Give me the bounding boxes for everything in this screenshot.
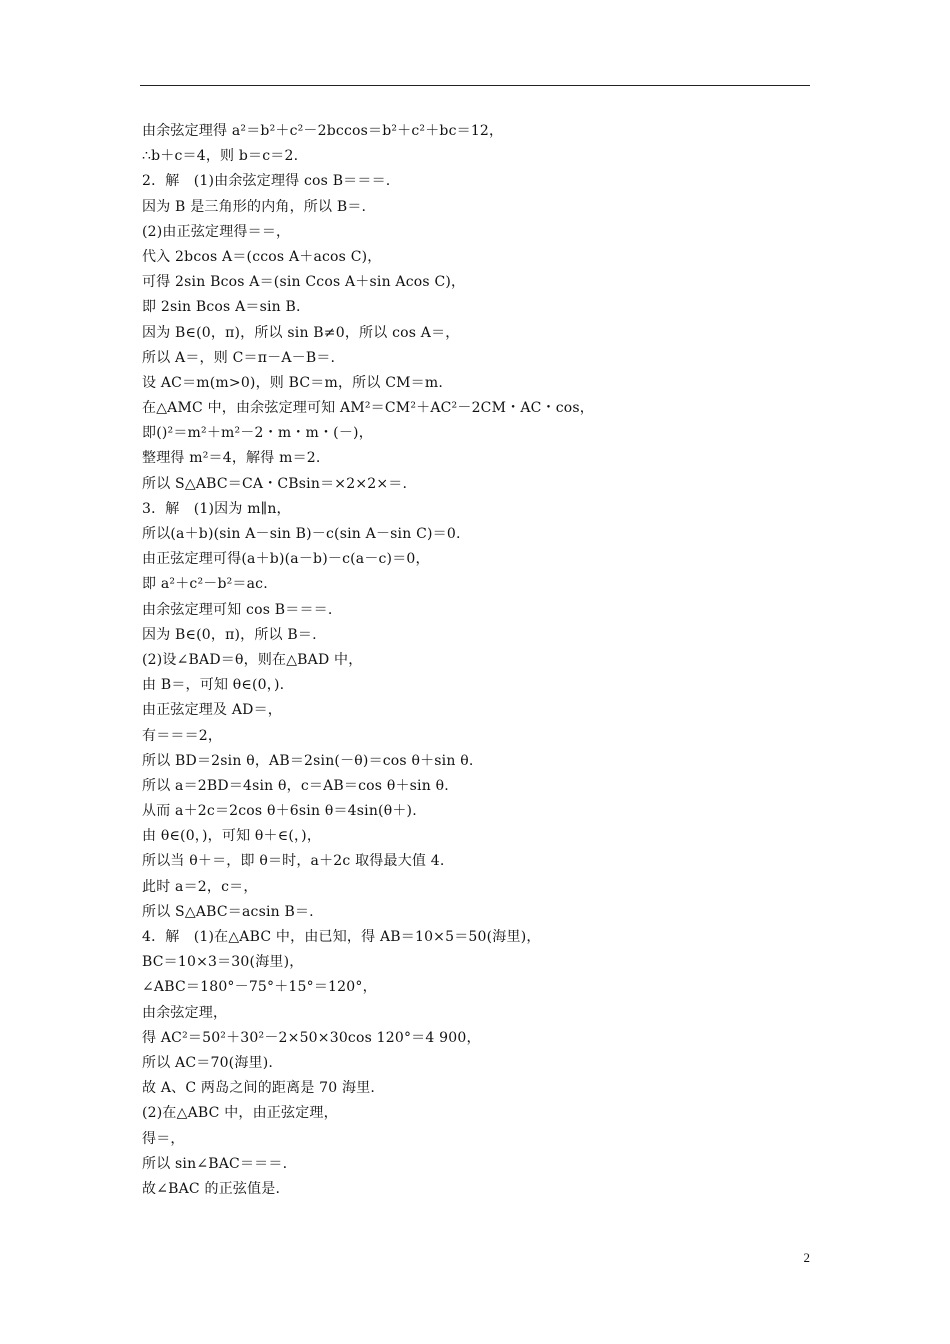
text-line: BC＝10×3＝30(海里)，: [142, 954, 304, 971]
text-line: 2．解 (1)由余弦定理得 cos B＝＝＝.: [142, 173, 391, 190]
text-line: 得 AC²＝50²＋30²－2×50×30cos 120°＝4 900，: [142, 1029, 481, 1046]
text-line: ∴b＋c＝4，则 b＝c＝2.: [142, 148, 299, 165]
text-line: 从而 a＋2c＝2cos θ＋6sin θ＝4sin(θ＋).: [142, 803, 417, 820]
text-line: 由余弦定理，: [142, 1004, 228, 1021]
text-line: 可得 2sin Bcos A＝(sin Ccos A＋sin Acos C)，: [142, 274, 466, 291]
text-line: 由余弦定理可知 cos B＝＝＝.: [142, 601, 333, 618]
text-line: 即 a²＋c²－b²＝ac.: [142, 576, 268, 593]
text-line: 由正弦定理可得(a＋b)(a－b)－c(a－c)＝0，: [142, 551, 430, 568]
text-line: 即 2sin Bcos A＝sin B.: [142, 299, 301, 316]
text-line: 在△AMC 中，由余弦定理可知 AM²＝CM²＋AC²－2CM・AC・cos，: [142, 400, 595, 417]
text-line: 故 A、C 两岛之间的距离是 70 海里.: [142, 1080, 376, 1097]
header-rule: [140, 85, 810, 86]
text-line: (2)在△ABC 中，由正弦定理，: [142, 1105, 338, 1122]
text-line: 所以 A＝，则 C＝π－A－B＝.: [142, 349, 336, 366]
text-line: ∠ABC＝180°－75°＋15°＝120°，: [142, 979, 377, 996]
text-line: 所以当 θ＋＝，即 θ＝时，a＋2c 取得最大值 4.: [142, 853, 445, 870]
text-line: 由 θ∈(0，)，可知 θ＋∈(，)，: [142, 828, 322, 845]
page-number: 2: [803, 1250, 810, 1265]
text-line: 有＝＝＝2，: [142, 727, 223, 744]
text-line: 所以 sin∠BAC＝＝＝.: [142, 1155, 288, 1172]
text-line: 所以 AC＝70(海里).: [142, 1054, 274, 1071]
solution-text: [142, 119, 812, 1202]
text-line: 由正弦定理及 AD＝，: [142, 702, 282, 719]
text-line: 即()²＝m²＋m²－2・m・m・(－)，: [142, 425, 373, 442]
text-line: 所以 BD＝2sin θ，AB＝2sin(－θ)＝cos θ＋sin θ.: [142, 752, 474, 769]
text-line: 得＝，: [142, 1130, 185, 1147]
text-line: 代入 2bcos A＝(ccos A＋acos C)，: [142, 248, 382, 265]
text-line: 所以(a＋b)(sin A－sin B)－c(sin A－sin C)＝0.: [142, 526, 461, 542]
text-line: 3．解 (1)因为 m∥n，: [142, 500, 291, 517]
text-line: (2)设∠BAD＝θ，则在△BAD 中，: [142, 651, 363, 668]
text-line: 由 B＝，可知 θ∈(0，).: [142, 677, 285, 694]
text-line: 因为 B∈(0，π)，所以 B＝.: [142, 626, 317, 643]
text-line: (2)由正弦定理得＝＝，: [142, 223, 291, 240]
text-line: 整理得 m²＝4，解得 m＝2.: [142, 450, 321, 467]
text-line: 因为 B∈(0，π)，所以 sin B≠0，所以 cos A＝，: [142, 324, 460, 341]
text-line: 所以 S△ABC＝CA・CBsin＝×2×2×＝.: [142, 475, 408, 492]
text-line: 所以 S△ABC＝acsin B＝.: [142, 903, 314, 920]
text-line: 故∠BAC 的正弦值是.: [142, 1180, 281, 1197]
text-line: 由余弦定理得 a²＝b²＋c²－2bccos＝b²＋c²＋bc＝12，: [142, 123, 504, 139]
text-line: 4．解 (1)在△ABC 中，由已知，得 AB＝10×5＝50(海里)，: [142, 929, 541, 945]
text-line: 设 AC＝m(m>0)，则 BC＝m，所以 CM＝m.: [142, 374, 443, 391]
text-line: 此时 a＝2，c＝，: [142, 878, 258, 895]
text-line: 因为 B 是三角形的内角，所以 B＝.: [142, 198, 367, 215]
text-line: 所以 a＝2BD＝4sin θ，c＝AB＝cos θ＋sin θ.: [142, 777, 449, 794]
